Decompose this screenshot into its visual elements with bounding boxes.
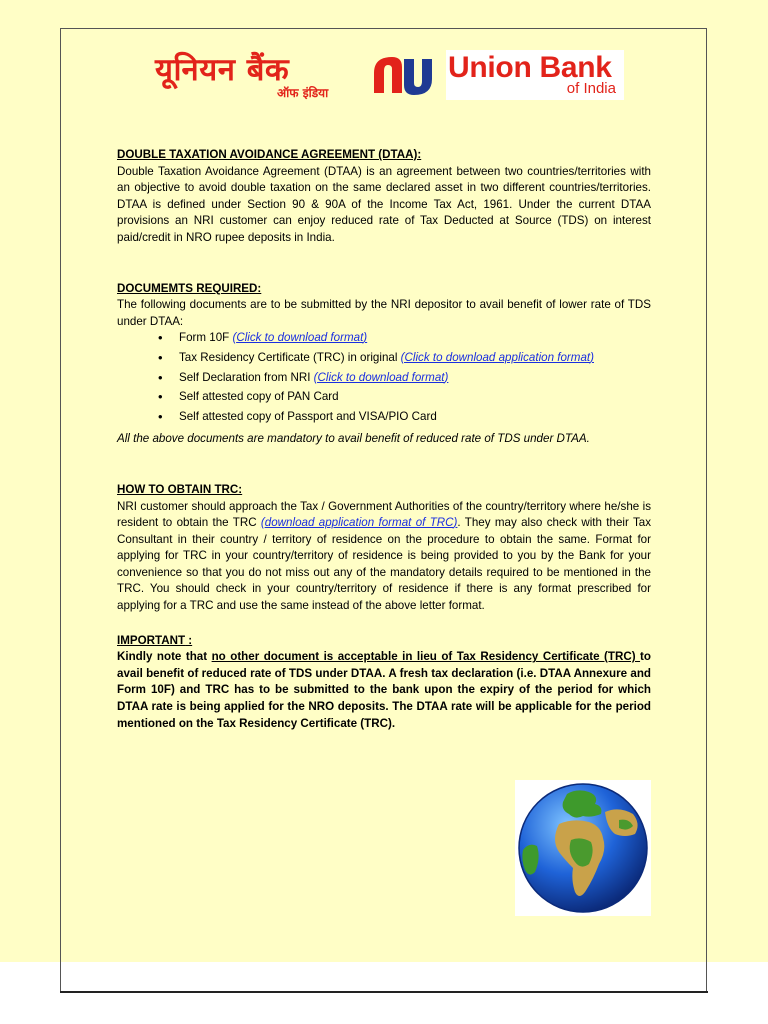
list-item [158, 370, 651, 387]
bullet-icon: • [158, 389, 163, 405]
list-item-text: Self Declaration from NRI [179, 370, 314, 384]
list-item [158, 409, 651, 426]
frame-bottom-rule [60, 991, 708, 993]
list-item-text: Self attested copy of PAN Card [179, 390, 339, 404]
documents-heading: DOCUMEMTS REQUIRED: [117, 281, 262, 295]
trc-body: NRI customer should approach the Tax / Government Authorities of the country/territory where he/she is resident to obtain the TRC (download application format of TRC). They may also check with their Tax Consultant in their country / territory of residence on the procedure to obtain the same. Format for applying for TRC in your country/territory of residence is being provided to you by the Bank for your convenience so that you do not miss out any of the mandatory details required to be mentioned in the TRC. You should check in your country/territory of residence if there is any format prescribed for applying for a TRC and use the same instead of the above letter format. [117, 499, 652, 613]
download-trc-application-link[interactable]: (Click to download application format) [400, 350, 594, 364]
document-body [117, 147, 651, 732]
documents-note: All the above documents are mandatory to avail benefit of reduced rate of TDS under DTAA. [117, 432, 590, 446]
bullet-icon: • [158, 349, 163, 365]
bullet-icon: • [158, 330, 163, 346]
hindi-logo [155, 52, 375, 100]
important-body: Kindly note that no other document is acceptable in lieu of Tax Residency Certificate (TRC) to avail benefit of reduced rate of TDS under DTAA. A fresh tax declaration (i.e. DTAA Annexure and Form 10F) and TRC has to be submitted to the bank upon the expiry of the period for which DTAA rate is being applied for the NRO deposits. The DTAA rate will be applicable for the period mentioned on the Tax Residency Certificate (TRC). [117, 650, 651, 730]
english-bank-subtitle: of India [566, 80, 616, 97]
download-form-10f-link[interactable]: (Click to download format) [232, 331, 368, 345]
download-self-declaration-link[interactable]: (Click to download format) [313, 370, 449, 384]
documents-intro: The following documents are to be submitted by the NRI depositor to avail benefit of lower rate of TDS under DTAA: [117, 298, 651, 328]
hindi-bank-subtitle: ऑफ इंडिया [277, 86, 329, 100]
list-item-text: Form 10F [179, 331, 233, 345]
english-bank-name: Union Bank [448, 51, 612, 84]
hindi-bank-name: यूनियन बैंक [155, 52, 290, 88]
dtaa-body: Double Taxation Avoidance Agreement (DTAA) is an agreement between two countries/territories with an objective to avoid double taxation on the same declared asset in two different countries/territories. DTAA is defined under Section 90 & 90A of the Income Tax Act, 1961. Under the current DTAA provisions an NRI customer can enjoy reduced rate of Tax Deducted at Source (TDS) on interest paid/credit in NRO rupee deposits in India. [117, 164, 651, 244]
dtaa-heading: DOUBLE TAXATION AVOIDANCE AGREEMENT (DTAA): [117, 148, 422, 161]
download-trc-format-link[interactable]: (download application format of TRC) [260, 516, 458, 530]
list-item [158, 330, 651, 347]
important-heading: IMPORTANT : [117, 633, 193, 647]
globe-image [515, 780, 651, 916]
list-item-text: Self attested copy of Passport and VISA/PIO Card [179, 409, 437, 423]
english-logo [446, 50, 624, 100]
bullet-icon: • [158, 369, 163, 385]
list-item [158, 389, 651, 406]
documents-list [117, 330, 651, 425]
list-item [158, 350, 651, 367]
bullet-icon: • [158, 408, 163, 424]
trc-heading: HOW TO OBTAIN TRC: [117, 482, 243, 496]
list-item-text: Tax Residency Certificate (TRC) in original [179, 350, 401, 364]
union-bank-emblem-icon [370, 53, 436, 99]
